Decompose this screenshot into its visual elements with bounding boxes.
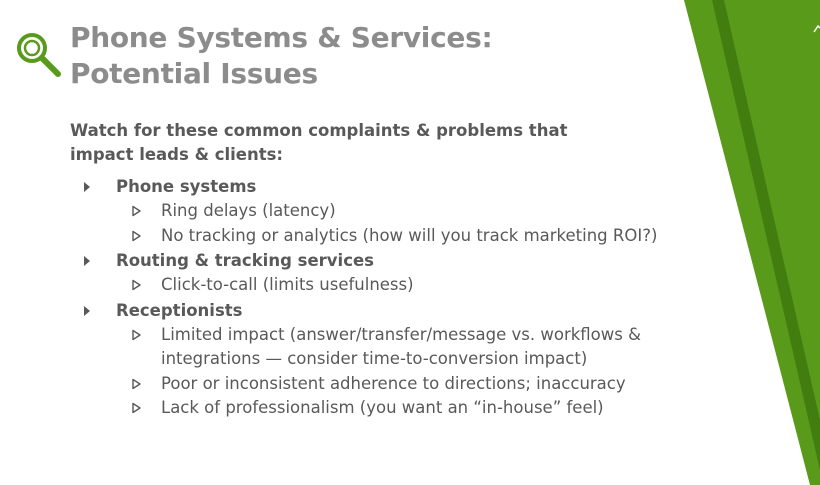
magnifier-icon <box>14 30 64 80</box>
list-item-text: Limited impact (answer/transfer/message vs. workflows & integrations — consider time-to-conversion impact) <box>161 324 641 368</box>
triangle-bullet-icon <box>84 182 90 192</box>
list-item-text: Lack of professionalism (you want an “in-house” feel) <box>161 398 604 417</box>
list-item <box>0 199 760 224</box>
sub-list <box>0 199 760 248</box>
section-routing-tracking <box>0 248 760 298</box>
triangle-bullet-icon <box>84 306 90 316</box>
section-label: Receptionists <box>116 300 243 320</box>
intro-text: Watch for these common complaints & problems that impact leads & clients: <box>70 121 568 164</box>
section-row <box>0 248 760 273</box>
slide-title <box>70 20 630 92</box>
slide-title-line-2: Potential Issues <box>70 57 318 90</box>
sub-list <box>0 323 760 421</box>
section-receptionists <box>0 298 760 421</box>
list-item <box>0 224 760 249</box>
triangle-bullet-icon <box>84 256 90 266</box>
list-item <box>0 372 760 397</box>
outline-triangle-bullet-icon <box>131 396 143 420</box>
list-item-text: No tracking or analytics (how will you track marketing ROI?) <box>161 225 658 245</box>
outline-triangle-bullet-icon <box>131 372 143 396</box>
list-item-text: Poor or inconsistent adherence to directions; inaccuracy <box>161 373 626 393</box>
outline-triangle-bullet-icon <box>131 199 143 223</box>
list-item <box>0 396 760 421</box>
sub-list <box>0 273 760 298</box>
outline-triangle-bullet-icon <box>131 323 143 347</box>
outline-triangle-bullet-icon <box>131 273 143 297</box>
list-item <box>0 323 721 372</box>
section-row <box>0 298 760 323</box>
list-item-text: Ring delays (latency) <box>161 201 336 220</box>
outline-triangle-bullet-icon <box>131 224 143 248</box>
section-row <box>0 174 760 199</box>
section-label: Phone systems <box>116 177 257 196</box>
slide-title-line-1: Phone Systems & Services: <box>70 21 493 54</box>
section-label: Routing & tracking services <box>116 251 374 270</box>
issue-list <box>0 174 760 421</box>
section-phone-systems <box>0 174 760 248</box>
list-item-text: Click-to-call (limits usefulness) <box>161 275 414 294</box>
list-item <box>0 273 760 298</box>
